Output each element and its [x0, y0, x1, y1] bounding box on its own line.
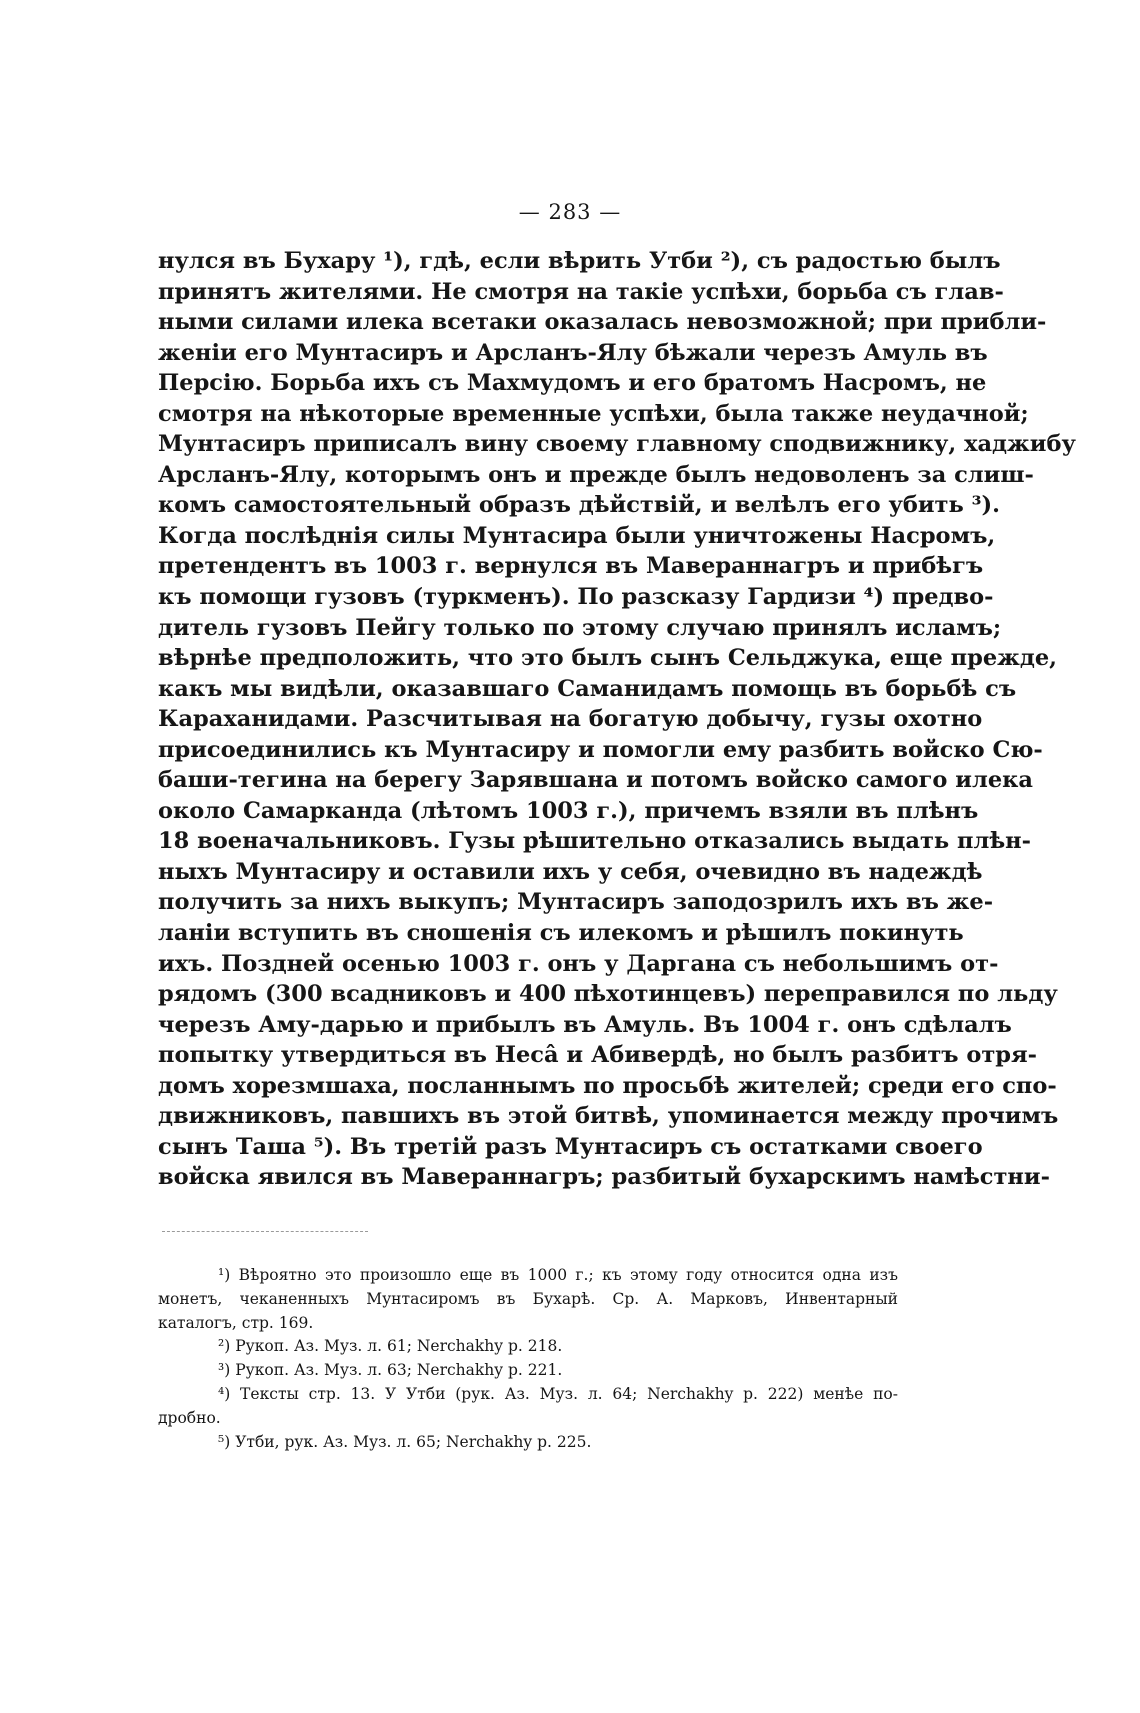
text-line: ныхъ Мунтасиру и оставили ихъ у себя, очевидно въ надеждѣ: [158, 858, 983, 885]
text-line: къ помощи гузовъ (туркменъ). По разсказу Гардизи ⁴) предво-: [158, 584, 994, 611]
text-line: около Самарканда (лѣтомъ 1003 г.), причемъ взяли въ плѣнъ: [158, 797, 979, 824]
text-line: присоединились къ Мунтасиру и помогли ему разбить войско Сю-: [158, 736, 1043, 763]
text-line: получить за нихъ выкупъ; Мунтасиръ заподозрилъ ихъ въ же-: [158, 889, 994, 916]
text-line: Арсланъ-Ялу, которымъ онъ и прежде былъ недоволенъ за слиш-: [158, 461, 1034, 488]
text-line: ланіи вступить въ сношенія съ илекомъ и рѣшилъ покинуть: [158, 920, 964, 947]
footnote-line: ⁵) Утби, рук. Аз. Муз. л. 65; Nerchakhy p. 225.: [218, 1432, 592, 1451]
text-line: Мунтасиръ приписалъ вину своему главному сподвижнику, хаджибу: [158, 431, 1076, 458]
footnote-line: ³) Рукоп. Аз. Муз. л. 63; Nerchakhy p. 221.: [218, 1361, 563, 1380]
text-line: Когда послѣднія силы Мунтасира были уничтожены Насромъ,: [158, 522, 996, 549]
text-line: попытку утвердиться въ Несâ и Абивердѣ, но былъ разбитъ отря-: [158, 1042, 1037, 1069]
footnote-line: ¹) Вѣроятно это произошло еще въ 1000 г.; къ этому году относится одна изъ: [218, 1266, 898, 1284]
text-line: Персію. Борьба ихъ съ Махмудомъ и его братомъ Насромъ, не: [158, 370, 987, 397]
text-line: ихъ. Поздней осенью 1003 г. онъ у Даргана съ небольшимъ от-: [158, 950, 999, 977]
page-number: — 283 —: [518, 200, 622, 224]
text-line: смотря на нѣкоторые временные успѣхи, была также неудачной;: [158, 400, 1029, 427]
text-line: движниковъ, павшихъ въ этой битвѣ, упоминается между прочимъ: [158, 1103, 1059, 1130]
text-line: черезъ Аму-дарью и прибылъ въ Амуль. Въ 1004 г. онъ сдѣлалъ: [158, 1011, 1012, 1038]
main-text: [158, 246, 1076, 1193]
text-line: сынъ Таша ⁵). Въ третій разъ Мунтасиръ съ остатками своего: [158, 1133, 983, 1160]
text-line: принятъ жителями. Не смотря на такіе успѣхи, борьба съ глав-: [158, 278, 1004, 305]
text-line: Караханидами. Разсчитывая на богатую добычу, гузы охотно: [158, 706, 983, 733]
footnote-separator: [162, 1231, 368, 1232]
text-line: баши-тегина на берегу Зарявшана и потомъ войско самого илека: [158, 767, 1033, 794]
text-line: войска явился въ Мавераннагръ; разбитый бухарскимъ намѣстни-: [158, 1164, 1050, 1191]
text-line: какъ мы видѣли, оказавшаго Саманидамъ помощь въ борьбѣ съ: [158, 675, 1017, 702]
footnote-line: монетъ, чеканенныхъ Мунтасиромъ въ Бухарѣ. Ср. А. Марковъ, Инвентарный: [158, 1289, 898, 1308]
text-line: претендентъ въ 1003 г. вернулся въ Мавераннагръ и прибѣгъ: [158, 553, 984, 580]
text-line: 18 военачальниковъ. Гузы рѣшительно отказались выдать плѣн-: [158, 828, 1031, 855]
text-line: домъ хорезмшаха, посланнымъ по просьбѣ жителей; среди его спо-: [158, 1072, 1057, 1099]
footnote-line: дробно.: [158, 1408, 221, 1427]
text-line: ными силами илека всетаки оказалась невозможной; при прибли-: [158, 309, 1047, 336]
text-line: нулся въ Бухару ¹), гдѣ, если вѣрить Утби ²), съ радостью былъ: [158, 248, 1001, 274]
text-line: дитель гузовъ Пейгу только по этому случаю принялъ исламъ;: [158, 614, 1002, 641]
text-line: комъ самостоятельный образъ дѣйствій, и велѣлъ его убить ³).: [158, 492, 1000, 519]
footnote-line: ⁴) Тексты стр. 13. У Утби (рук. Аз. Муз. л. 64; Nerchakhy p. 222) менѣе по-: [218, 1384, 898, 1403]
footnotes: [158, 1264, 898, 1454]
footnote-line: ²) Рукоп. Аз. Муз. л. 61; Nerchakhy p. 218.: [218, 1337, 563, 1356]
footnote-line: каталогъ, стр. 169.: [158, 1313, 314, 1332]
text-line: вѣрнѣе предположить, что это былъ сынъ Сельджука, еще прежде,: [158, 645, 1058, 672]
text-line: женіи его Мунтасиръ и Арсланъ-Ялу бѣжали черезъ Амуль въ: [158, 339, 988, 366]
text-line: рядомъ (300 всадниковъ и 400 пѣхотинцевъ) переправился по льду: [158, 981, 1058, 1008]
